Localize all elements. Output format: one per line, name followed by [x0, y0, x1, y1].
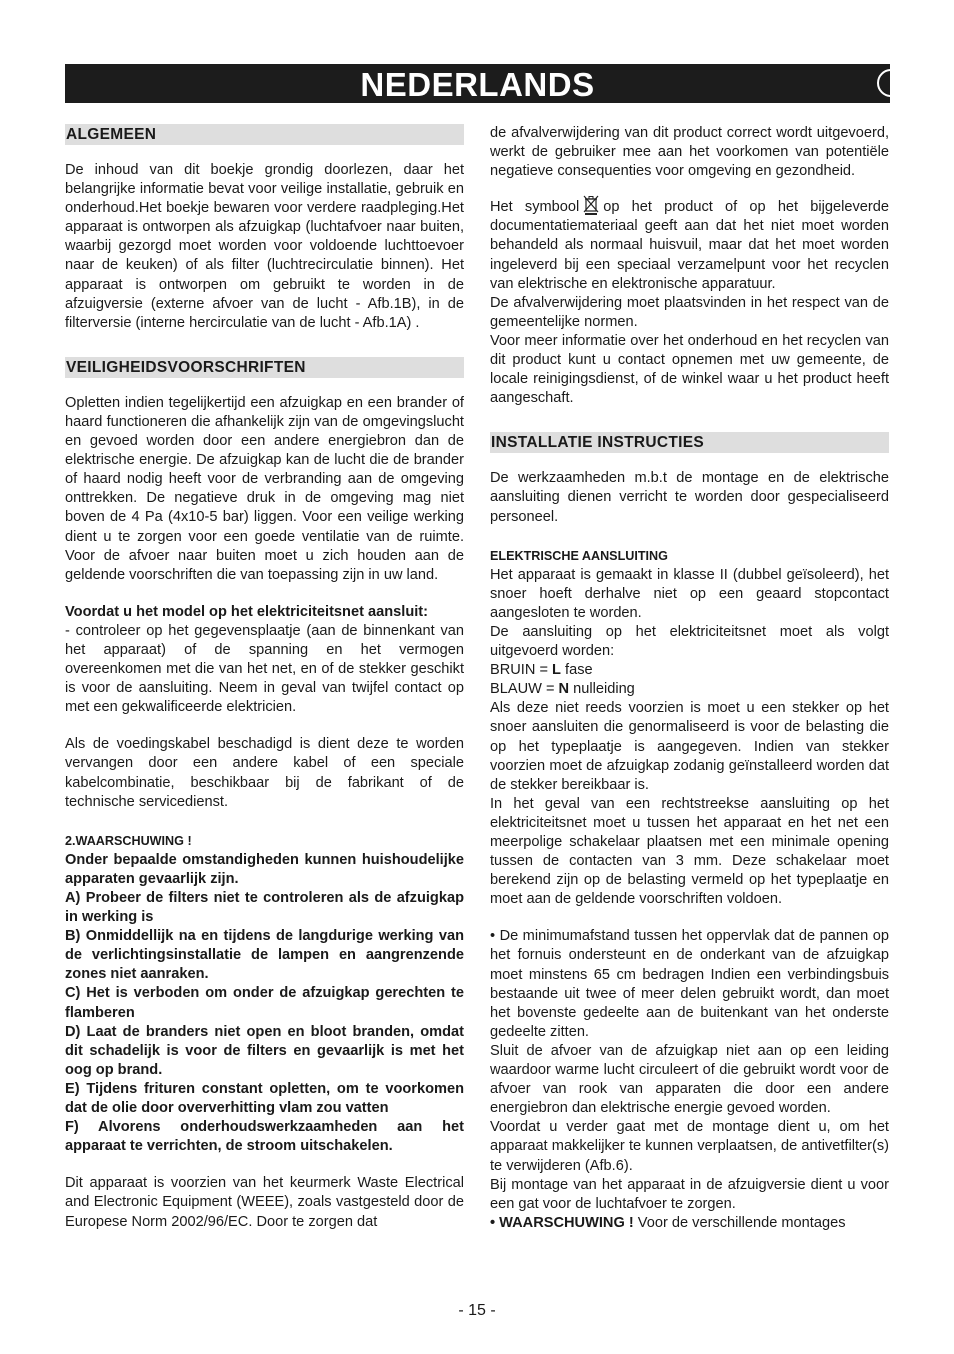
warning-item: D) Laat de branders niet open en bloot branden, omdat dit schadelijk is voor de filters en gevaarlijk is met het oog op brand.: [65, 1023, 464, 1078]
veiligheid-paragraph: Opletten indien tegelijkertijd een afzuigkap en een brander of haard functioneren die afhankelijk zijn van de omgevingslucht en gevoed worden door een andere energiebron dan de elektrische energie. De afzuigkap kan de lucht die de brander of haard nodig heeft voor de verbranding aan de omgeving onttrekken. De negatieve druk in de omgeving mag niet boven de 4 Pa (4x10-5 bar) liggen. Voor een veilige werking dient u te zorgen voor een goede ventilatie van de ruimte. Voor de afvoer naar buiten moet u zich houden aan de geldende voorschriften die van toepassing zijn in uw land.: [65, 394, 464, 583]
blauw-desc: nulleiding: [569, 681, 635, 698]
minimum-paragraph: • De minimumafstand tussen het oppervlak dat de pannen op het fornuis ondersteunt en de onderkant van de afzuigkap moet minstens 65 cm bedragen Indien een verbindingsbuis bestaande uit twee of meer delen gebruikt wordt, dan moet het bovenste gedeelte aan de buitenkant van het onderste gedeelte zitten.: [490, 928, 889, 1040]
page-number: - 15 -: [458, 1302, 496, 1319]
installatie-paragraph: De werkzaamheden m.b.t de montage en de elektrische aansluiting dienen verricht te worden door gespecialiseerd personeel.: [490, 470, 889, 525]
warning-block: [65, 832, 464, 1157]
afvoer-paragraph: Sluit de afvoer van de afzuigkap niet aan op een leiding waardoor warme lucht circuleert of die gebruikt wordt voor de afvoer van rook van apparaten die door een andere energiebron dan elektrische energie gevoed worden.: [490, 1042, 889, 1117]
warning-item: Onder bepaalde omstandigheden kunnen huishoudelijke apparaten gevaarlijk zijn.: [65, 851, 464, 887]
bruin-code: L: [552, 662, 561, 679]
right-column: [490, 124, 889, 1233]
section-heading-installatie: INSTALLATIE INSTRUCTIES: [490, 432, 889, 453]
language-badge: NL: [877, 69, 937, 97]
stekker-paragraph: Als deze niet reeds voorzien is moet u een stekker op het snoer aansluiten die genormaliseerd is voor de belasting die op het typeplaatje is aangegeven. Indien van stekker voorzien moet de afzuigkap zodanig geïnstalleerd worden dat de stekker bereikbaar is.: [490, 700, 889, 793]
montage-paragraph: Voordat u verder gaat met de montage dient u, om het apparaat makkelijker te kunnen verplaatsen, de antivetfilter(s) te verwijderen (Afb.6).: [490, 1119, 889, 1174]
bruin-desc: fase: [560, 662, 593, 679]
aansluiten-paragraph: - controleer op het gegevensplaatje (aan de binnenkant van het apparaat) of de spanning en het vermogen overeenkomen met die van het net, en of de stekker geschikt is voor de aansluiting. Neem in geval van twijfel contact op met een gekwalificeerde elektricien.: [65, 622, 464, 716]
symbol-text-after: op het product of op het bijgeleverde documentatiemateriaal geeft aan dat het niet moet worden behandeld als normaal huisvuil, maar dat het moet worden ingeleverd bij een speciaal verzamelpunt voor het recyclen van elektrische en elektronische apparatuur.: [490, 199, 889, 292]
warning-line: [490, 1214, 889, 1233]
bij-montage-paragraph: Bij montage van het apparaat in de afzuigversie dient u voor een gat voor de luchtafvoer te zorgen.: [490, 1176, 889, 1212]
section-heading-veiligheid: VEILIGHEIDSVOORSCHRIFTEN: [65, 357, 464, 378]
blauw-label: BLAUW =: [490, 681, 559, 698]
crossed-bin-icon: [583, 195, 599, 215]
warning-tail: Voor de verschillende montages: [633, 1214, 846, 1231]
weee-continuation: de afvalverwijdering van dit product correct wordt uitgevoerd, werkt de gebruiker mee aan het voorkomen van potentiële negatieve consequenties voor omgeving en gezondheid.: [490, 125, 889, 180]
symbol-text-before: Het symbool: [490, 199, 580, 216]
left-column: [65, 124, 464, 1232]
aansluiten-title: Voordat u het model op het elektriciteitsnet aansluit:: [65, 603, 429, 620]
rechtstreeks-paragraph: In het geval van een rechtstreekse aansluiting op het elektriciteitsnet moet u tussen het apparaat en het net een meerpolige schakelaar plaatsen met een minimale opening tussen de contacten van 3 mm. Deze schakelaar moet berekend zijn op de belasting vermeld op het typeplaatje en moet aan de geldende voorschriften voldoen.: [490, 795, 889, 908]
blauw-code: N: [558, 681, 570, 698]
warning-item: A) Probeer de filters niet te controleren als de afzuigkap in werking is: [65, 890, 464, 926]
symbol-paragraph: [490, 195, 889, 293]
elektrisch-paragraph-2: De aansluiting op het elektriciteitsnet moet als volgt uitgevoerd worden:: [490, 623, 889, 660]
elektrisch-paragraph-1: Het apparaat is gemaakt in klasse II (dubbel geïsoleerd), het snoer hoeft derhalve niet op een geaard stopcontact aangesloten te worden.: [490, 566, 889, 621]
bruin-line: [490, 661, 889, 680]
elektrisch-heading: ELEKTRISCHE AANSLUITING: [490, 548, 668, 563]
blauw-line: [490, 680, 889, 699]
weee-paragraph: Dit apparaat is voorzien van het keurmerk Waste Electrical and Electronic Equipment (WEEE), zoals vastgesteld door de Europese Norm 2002/96/EC. Door te zorgen dat: [65, 1175, 464, 1230]
section-heading-algemeen: ALGEMEEN: [65, 124, 464, 145]
warning-title: 2.WAARSCHUWING !: [65, 833, 192, 848]
algemeen-paragraph: De inhoud van dit boekje grondig doorlezen, daar het belangrijke informatie bevat voor veilige installatie, gebruik en onderhoud.Het boekje bewaren voor verdere raadpleging.Het apparaat is ontworpen als afzuigkap (luchtafvoer naar buiten, waarbij gezorgd moet worden voor voldoende luchttoevoer naar de keuken) of als filter (luchtrecirculatie binnen). Het apparaat is ontworpen om gebruikt te worden in de afzuigversie (externe afvoer van de lucht - Afb.1B), in de filterversie (interne hercirculatie van de lucht - Afb.1A) .: [65, 162, 464, 331]
warning-item: B) Onmiddellijk na en tijdens de langdurige werking van de verlichtingsinstallatie de lampen en aangrenzende zones niet aanraken.: [65, 928, 464, 983]
warning-label: • WAARSCHUWING !: [490, 1214, 634, 1231]
afval-paragraph: De afvalverwijdering moet plaatsvinden in het respect van de gemeentelijke normen.: [490, 294, 889, 330]
title-banner: [65, 64, 920, 103]
warning-item: C) Het is verboden om onder de afzuigkap gerechten te flamberen: [65, 985, 464, 1021]
bruin-label: BRUIN =: [490, 662, 553, 679]
info-paragraph: Voor meer informatie over het onderhoud en het recyclen van dit product kunt u contact opnemen met uw gemeente, de locale reinigingsdienst, of de winkel waar u het product heeft aangeschaft.: [490, 332, 889, 407]
warning-item: F) Alvorens onderhoudswerkzaamheden aan het apparaat te verrichten, de stroom uitschakelen.: [65, 1119, 464, 1155]
kabel-paragraph: Als de voedingskabel beschadigd is dient deze te worden vervangen door een andere kabel of een speciale kabelcombinatie, beschikbaar bij de fabrikant of de technische servicedienst.: [65, 736, 464, 810]
page-title: NEDERLANDS: [360, 66, 595, 103]
warning-item: E) Tijdens frituren constant opletten, om te voorkomen dat de olie door oververhitting vlam zou vatten: [65, 1080, 464, 1117]
